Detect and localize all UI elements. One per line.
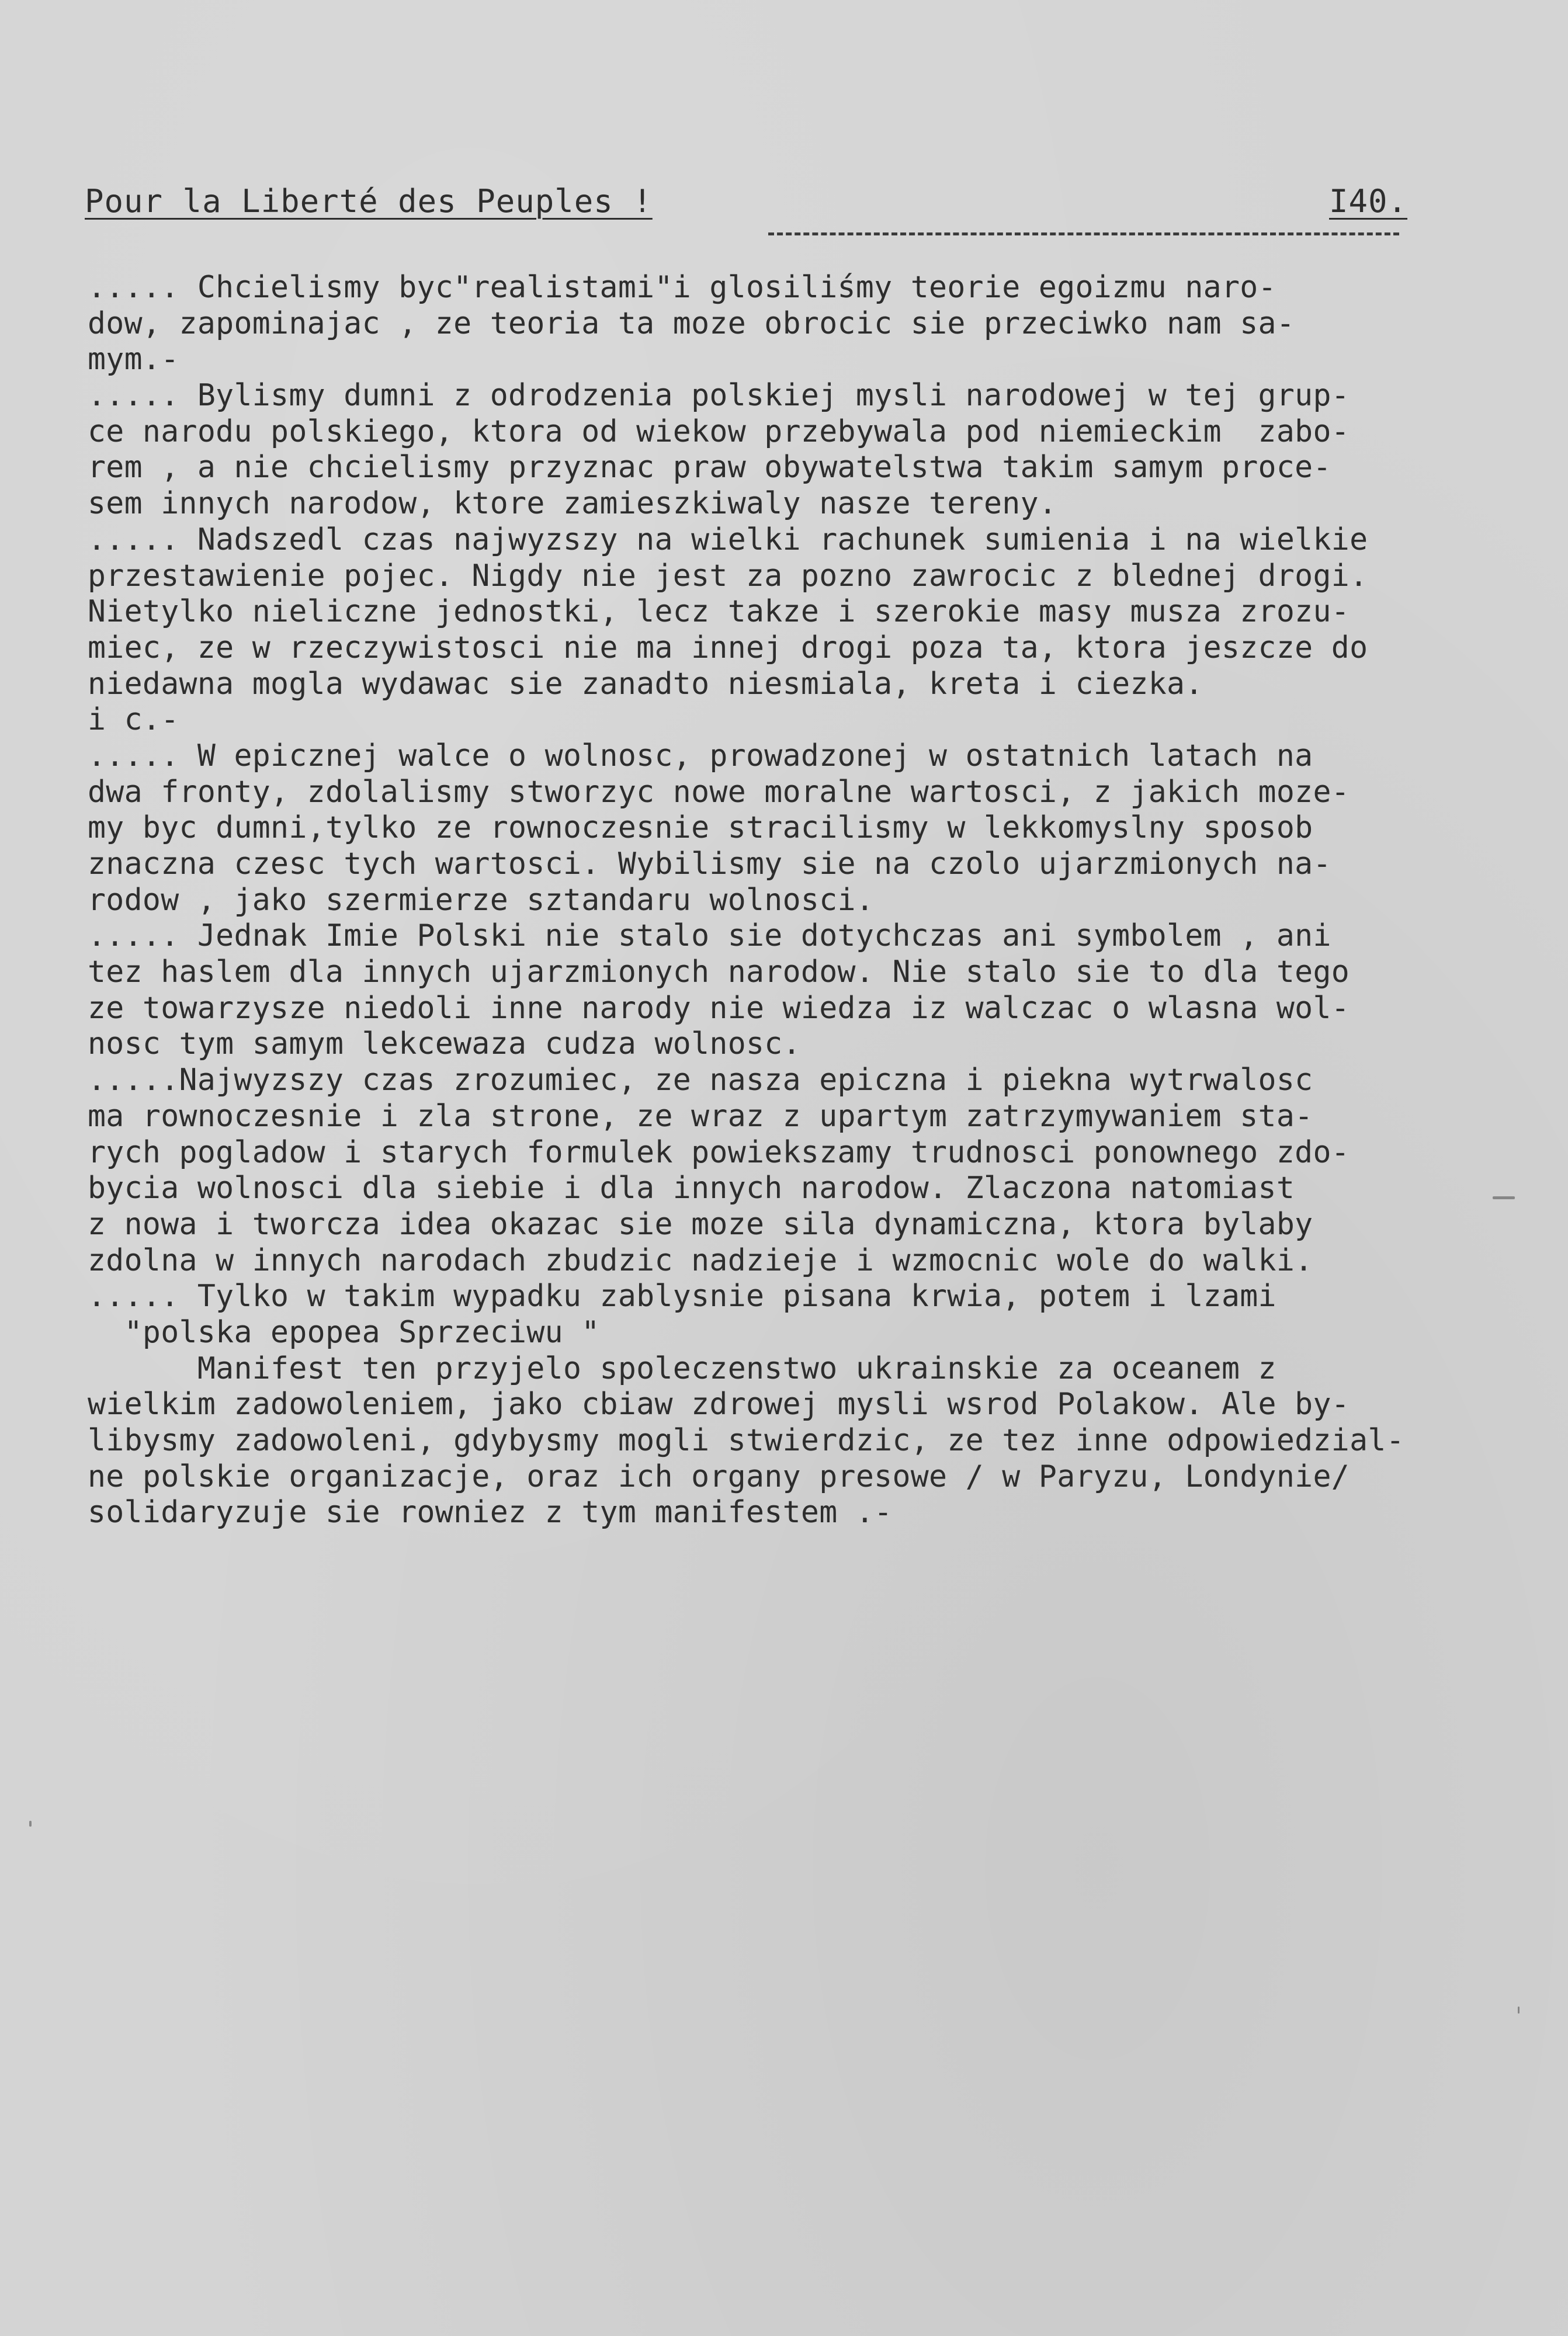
text-line: zdolna w innych narodach zbudzic nadzieje i wzmocnic wole do walki. [88,1242,1313,1278]
text-line: ..... Jednak Imie Polski nie stalo sie dotychczas ani symbolem , ani [88,918,1331,954]
text-line: my byc dumni,tylko ze rownoczesnie stracilismy w lekkomyslny sposob [88,810,1313,846]
text-line: Nietylko nieliczne jednostki, lecz takze i szerokie masy musza zrozu- [88,594,1350,630]
page-header [85,178,1428,231]
text-line: znaczna czesc tych wartosci. Wybilismy sie na czolo ujarzmionych na- [88,846,1331,881]
text-line: ne polskie organizacje, oraz ich organy presowe / w Paryzu, Londynie/ [88,1459,1350,1494]
text-line: solidaryzuje sie rowniez z tym manifestem .- [88,1495,893,1530]
text-line: ..... Tylko w takim wypadku zablysnie pisana krwia, potem i lzami [88,1279,1276,1314]
text-line: mym.- [88,342,179,377]
text-line: sem innych narodow, ktore zamieszkiwaly nasze tereny. [88,486,1057,522]
text-line: ..... Chcielismy byc"realistami"i glosiliśmy teorie egoizmu naro- [88,270,1276,305]
text-line: dow, zapominajac , ze teoria ta moze obrocic sie przeciwko nam sa- [88,306,1295,341]
page-number: I40. [1323,178,1413,225]
text-line: ze towarzysze niedoli inne narody nie wiedza iz walczac o wlasna wol- [88,990,1350,1026]
body-text [88,270,1490,1531]
text-line: nosc tym samym lekcewaza cudza wolnosc. [88,1026,801,1062]
text-line: ce narodu polskiego, ktora od wiekow przebywala pod niemieckim zabo- [88,414,1350,449]
margin-mark [29,1821,32,1827]
text-line: Manifest ten przyjelo spoleczenstwo ukrainskie za oceanem z [88,1351,1276,1386]
text-line: niedawna mogla wydawac sie zanadto niesmiala, kreta i ciezka. [88,666,1203,702]
header-dashed-rule [768,189,1399,235]
text-line: dwa fronty, zdolalismy stworzyc nowe moralne wartosci, z jakich moze- [88,774,1350,810]
text-line: tez haslem dla innych ujarzmionych narodow. Nie stalo sie to dla tego [88,954,1350,990]
text-line: "polska epopea Sprzeciwu " [88,1314,600,1350]
text-line: .....Najwyzszy czas zrozumiec, ze nasza epiczna i piekna wytrwalosc [88,1063,1313,1098]
text-line: rych pogladow i starych formulek powiekszamy trudnosci ponownego zdo- [88,1134,1350,1170]
text-line: i c.- [88,702,179,738]
header-title: Pour la Liberté des Peuples ! [85,183,653,220]
text-line: bycia wolnosci dla siebie i dla innych narodow. Zlaczona natomiast [88,1171,1295,1206]
text-line: wielkim zadowoleniem, jako cbiaw zdrowej mysli wsrod Polakow. Ale by- [88,1387,1350,1422]
margin-mark [1493,1196,1515,1199]
text-line: miec, ze w rzeczywistosci nie ma innej drogi poza ta, ktora jeszcze do [88,630,1368,665]
text-line: przestawienie pojec. Nigdy nie jest za pozno zawrocic z blednej drogi. [88,558,1368,593]
text-line: libysmy zadowoleni, gdybysmy mogli stwierdzic, ze tez inne odpowiedzial- [88,1423,1405,1458]
text-line: ..... W epicznej walce o wolnosc, prowadzonej w ostatnich latach na [88,738,1313,773]
margin-mark [1518,2007,1520,2014]
text-line: z nowa i tworcza idea okazac sie moze sila dynamiczna, ktora bylaby [88,1206,1313,1242]
text-line: rodow , jako szermierze sztandaru wolnosci. [88,882,875,918]
text-line: ..... Nadszedl czas najwyzszy na wielki rachunek sumienia i na wielkie [88,522,1368,557]
text-line: rem , a nie chcielismy przyznac praw obywatelstwa takim samym proce- [88,450,1331,485]
text-line: ..... Bylismy dumni z odrodzenia polskiej mysli narodowej w tej grup- [88,378,1350,414]
text-line: ma rownoczesnie i zla strone, ze wraz z upartym zatrzymywaniem sta- [88,1098,1313,1134]
